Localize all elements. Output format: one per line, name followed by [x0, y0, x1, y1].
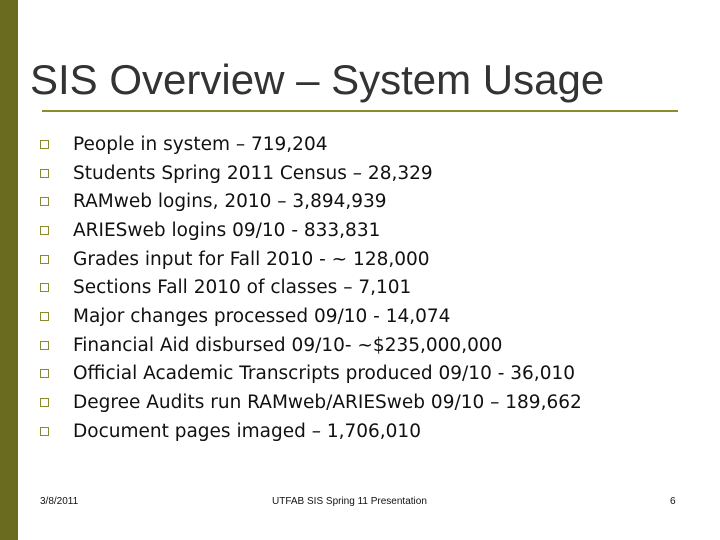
- list-item: [40, 417, 582, 446]
- bullet-text: Major changes processed 09/10 - 14,074: [73, 305, 451, 327]
- list-item: [40, 388, 582, 417]
- list-item: [40, 360, 582, 389]
- list-item: [40, 331, 582, 360]
- bullet-text: RAMweb logins, 2010 – 3,894,939: [73, 191, 387, 213]
- bullet-text: Grades input for Fall 2010 - ~ 128,000: [73, 248, 430, 270]
- bullet-text: Financial Aid disbursed 09/10- ~$235,000,000: [73, 334, 503, 356]
- list-item: [40, 302, 582, 331]
- title-underline: [42, 110, 678, 112]
- square-bullet-icon: [40, 283, 49, 292]
- list-item: [40, 187, 582, 216]
- square-bullet-icon: [40, 226, 49, 235]
- square-bullet-icon: [40, 341, 49, 350]
- bullet-text: ARIESweb logins 09/10 - 833,831: [73, 219, 381, 241]
- bullet-text: Students Spring 2011 Census – 28,329: [73, 162, 433, 184]
- square-bullet-icon: [40, 197, 49, 206]
- bullet-text: Official Academic Transcripts produced 09/10 - 36,010: [73, 363, 576, 385]
- square-bullet-icon: [40, 140, 49, 149]
- list-item: [40, 130, 582, 159]
- square-bullet-icon: [40, 255, 49, 264]
- bullet-text: Sections Fall 2010 of classes – 7,101: [73, 277, 412, 299]
- list-item: [40, 159, 582, 188]
- square-bullet-icon: [40, 312, 49, 321]
- bullet-text: Document pages imaged – 1,706,010: [73, 420, 421, 442]
- bullet-list: [40, 130, 582, 446]
- square-bullet-icon: [40, 398, 49, 407]
- footer-date: 3/8/2011: [40, 496, 79, 507]
- square-bullet-icon: [40, 169, 49, 178]
- list-item: [40, 216, 582, 245]
- list-item: [40, 273, 582, 302]
- list-item: [40, 245, 582, 274]
- square-bullet-icon: [40, 427, 49, 436]
- footer-presentation-title: UTFAB SIS Spring 11 Presentation: [272, 496, 427, 507]
- left-accent-bar: [0, 0, 18, 540]
- slide-title: SIS Overview – System Usage: [30, 56, 605, 103]
- page-number: 6: [670, 496, 676, 507]
- bullet-text: People in system – 719,204: [73, 133, 328, 155]
- bullet-text: Degree Audits run RAMweb/ARIESweb 09/10 – 189,662: [73, 392, 582, 414]
- square-bullet-icon: [40, 369, 49, 378]
